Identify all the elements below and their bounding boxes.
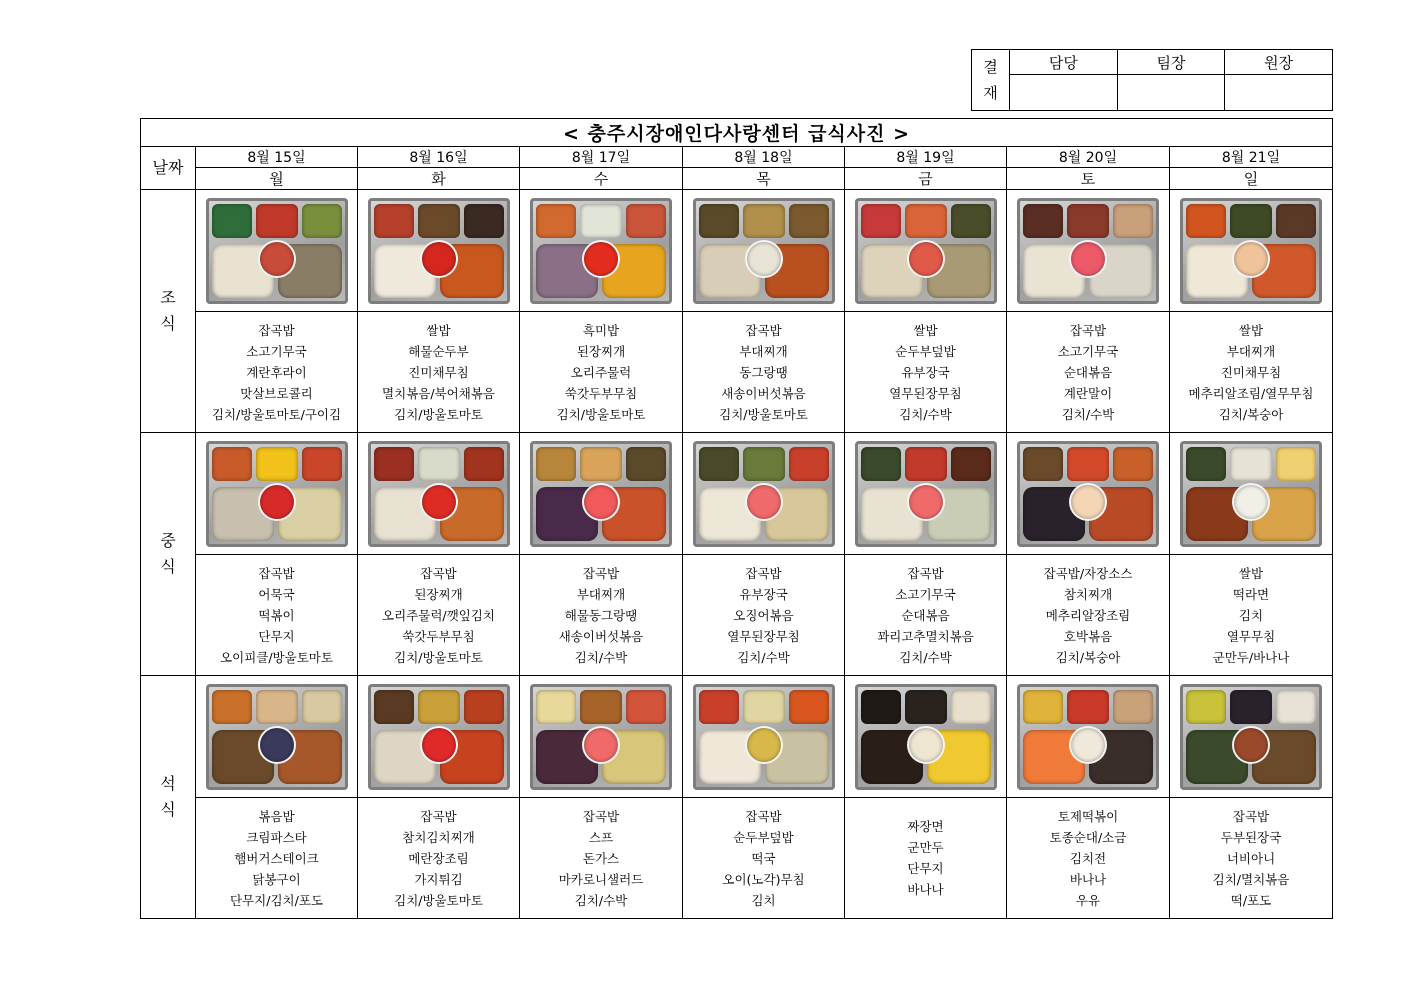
menu-item: 김치/방울토마토	[719, 406, 808, 422]
meal-photo	[530, 198, 672, 304]
tray-compartment	[374, 447, 414, 481]
menu-item: 어묵국	[258, 586, 295, 602]
tray-compartment	[1230, 447, 1272, 481]
menu-item: 김치전	[1069, 850, 1107, 866]
menu-item: 김치/방울토마토	[394, 892, 483, 908]
side-dish-bowl	[1234, 728, 1268, 762]
menu-cell	[1170, 798, 1333, 919]
menu-item: 오리주물럭/깻잎김치	[382, 607, 495, 623]
tray-compartment	[743, 204, 785, 238]
menu-item: 잡곡밥	[745, 322, 782, 338]
meal-photo	[368, 441, 510, 547]
tray-compartment	[1023, 690, 1063, 724]
menu-item: 크림파스타	[246, 829, 307, 845]
menu-item: 해물동그랑땡	[564, 607, 638, 623]
meal-label-char: 식	[160, 557, 176, 576]
menu-item: 김치/수박	[899, 406, 952, 422]
tray-compartment	[536, 204, 576, 238]
menu-item: 참치김치찌개	[402, 829, 475, 845]
tray-compartment	[951, 690, 991, 724]
menu-item: 오이피클/방울토마토	[220, 649, 333, 665]
menu-item: 우유	[1075, 892, 1101, 908]
menu-item: 김치/방울토마토	[556, 406, 646, 422]
meal-photo-cell	[1170, 676, 1333, 798]
menu-item: 메란장조림	[408, 850, 469, 866]
meal-label-char: 식	[160, 314, 176, 333]
menu-item: 된장찌개	[414, 586, 463, 602]
day-date: 8월 17일	[520, 147, 683, 168]
side-dish-bowl	[909, 485, 943, 519]
day-of-week: 월	[196, 168, 358, 190]
tray-compartment	[580, 447, 622, 481]
meal-photo	[693, 441, 835, 547]
meal-photo-cell	[196, 190, 358, 312]
meal-photo	[530, 684, 672, 790]
approval-header-charge: 담당	[1010, 50, 1118, 75]
meal-label-char: 중	[160, 531, 176, 550]
tray-compartment	[1067, 447, 1109, 481]
approval-box	[971, 49, 1333, 111]
menu-item: 쌀밥	[426, 322, 451, 338]
menu-item: 부대찌개	[1226, 343, 1276, 359]
menu-item: 군만두	[907, 840, 944, 855]
menu-item: 잡곡밥	[745, 808, 782, 824]
menu-item: 된장찌개	[576, 343, 626, 359]
tray-compartment	[212, 204, 252, 238]
menu-item: 잡곡밥	[258, 565, 295, 581]
meal-photo	[206, 441, 348, 547]
meal-photo-cell	[196, 676, 358, 798]
menu-item: 볶음밥	[258, 808, 295, 824]
menu-item: 잡곡밥/자장소스	[1043, 565, 1133, 581]
tray-compartment	[861, 204, 901, 238]
meal-photo-cell	[358, 190, 520, 312]
meal-photo	[693, 198, 835, 304]
menu-item: 꽈리고추멸치볶음	[877, 628, 974, 644]
menu-cell	[196, 555, 358, 676]
meal-photo-cell	[520, 190, 683, 312]
tray-compartment	[464, 690, 504, 724]
tray-compartment	[1230, 690, 1272, 724]
day-date: 8월 15일	[196, 147, 358, 168]
meal-photo	[855, 441, 997, 547]
tray-compartment	[580, 204, 622, 238]
menu-item: 호박볶음	[1063, 628, 1113, 644]
menu-item: 새송이버섯볶음	[558, 628, 644, 644]
menu-cell	[358, 798, 520, 919]
menu-item: 부대찌개	[739, 343, 788, 359]
menu-item: 오리주물럭	[570, 364, 632, 380]
menu-cell	[1007, 312, 1170, 433]
menu-item: 떡라면	[1232, 586, 1270, 602]
date-label: 날짜	[141, 147, 196, 190]
day-date: 8월 20일	[1007, 147, 1170, 168]
tray-compartment	[1186, 690, 1226, 724]
tray-compartment	[302, 690, 342, 724]
tray-compartment	[626, 690, 666, 724]
side-dish-bowl	[909, 242, 943, 276]
menu-item: 진미채무침	[408, 364, 469, 380]
meal-photo-cell	[1007, 676, 1170, 798]
menu-item: 김치	[1238, 607, 1264, 623]
tray-compartment	[464, 204, 504, 238]
side-dish-bowl	[747, 485, 781, 519]
side-dish-bowl	[584, 485, 618, 519]
approval-sign-team-lead	[1117, 75, 1225, 111]
side-dish-bowl	[1071, 728, 1105, 762]
tray-compartment	[256, 447, 298, 481]
meal-photo	[1017, 441, 1159, 547]
side-dish-bowl	[747, 242, 781, 276]
menu-item: 잡곡밥	[420, 565, 457, 581]
day-date: 8월 16일	[358, 147, 520, 168]
tray-compartment	[951, 447, 991, 481]
meal-label-char: 식	[160, 800, 176, 819]
tray-compartment	[626, 447, 666, 481]
meal-label-char: 조	[160, 288, 176, 307]
meal-photo-cell	[683, 433, 845, 555]
menu-item: 순두부덮밥	[733, 829, 794, 845]
approval-sign-charge	[1010, 75, 1118, 111]
side-dish-bowl	[1234, 485, 1268, 519]
meal-photo-cell	[1170, 190, 1333, 312]
menu-item: 해물순두부	[408, 343, 469, 359]
meal-photo	[1017, 198, 1159, 304]
menu-item: 김치/수박	[737, 649, 790, 665]
tray-compartment	[1023, 204, 1063, 238]
tray-compartment	[302, 204, 342, 238]
day-of-week: 금	[845, 168, 1007, 190]
meal-photo	[1180, 198, 1322, 304]
menu-item: 토제떡볶이	[1057, 808, 1119, 824]
side-dish-bowl	[260, 485, 294, 519]
side-dish-bowl	[1071, 485, 1105, 519]
menu-cell	[520, 312, 683, 433]
menu-item: 김치/복숭아	[1218, 406, 1284, 422]
tray-compartment	[1276, 690, 1316, 724]
menu-item: 흑미밥	[582, 322, 620, 338]
approval-side-char-1: 결	[983, 58, 998, 76]
tray-compartment	[699, 690, 739, 724]
tray-compartment	[789, 447, 829, 481]
menu-cell	[845, 312, 1007, 433]
menu-item: 김치/방울토마토	[394, 406, 483, 422]
tray-compartment	[536, 447, 576, 481]
menu-item: 잡곡밥	[745, 565, 782, 581]
menu-item: 참치찌개	[1063, 586, 1113, 602]
menu-item: 순두부덮밥	[895, 343, 956, 359]
tray-compartment	[1276, 204, 1316, 238]
meal-photo-cell	[683, 676, 845, 798]
menu-cell	[1007, 798, 1170, 919]
menu-cell	[520, 555, 683, 676]
tray-compartment	[743, 447, 785, 481]
meal-photo	[1180, 441, 1322, 547]
tray-compartment	[1113, 690, 1153, 724]
menu-item: 바나나	[907, 882, 944, 897]
menu-item: 쌀밥	[1238, 322, 1264, 338]
meal-photo-cell	[358, 676, 520, 798]
meal-label-breakfast	[141, 190, 196, 433]
tray-compartment	[1186, 447, 1226, 481]
meal-label-char: 석	[160, 774, 176, 793]
day-of-week: 목	[683, 168, 845, 190]
tray-compartment	[256, 204, 298, 238]
meal-photo	[1180, 684, 1322, 790]
tray-compartment	[789, 690, 829, 724]
meal-label-dinner	[141, 676, 196, 919]
meal-photo-cell	[845, 190, 1007, 312]
tray-compartment	[256, 690, 298, 724]
meal-photo-table	[140, 118, 1333, 919]
meal-photo-cell	[196, 433, 358, 555]
menu-item: 떡볶이	[258, 607, 295, 623]
menu-item: 열무된장무침	[727, 628, 800, 644]
day-date: 8월 21일	[1170, 147, 1333, 168]
menu-item: 맛살브로콜리	[240, 385, 313, 401]
tray-compartment	[536, 690, 576, 724]
approval-sign-director	[1225, 75, 1333, 111]
meal-photo-cell	[845, 676, 1007, 798]
side-dish-bowl	[909, 728, 943, 762]
day-of-week: 수	[520, 168, 683, 190]
menu-item: 소고기무국	[1057, 343, 1119, 359]
menu-item: 김치/수박	[1061, 406, 1115, 422]
day-of-week: 토	[1007, 168, 1170, 190]
menu-item: 열무무침	[1226, 628, 1276, 644]
menu-item: 돈가스	[582, 850, 620, 866]
meal-photo	[206, 198, 348, 304]
meal-photo	[855, 684, 997, 790]
menu-item: 계란후라이	[246, 364, 307, 380]
tray-compartment	[212, 690, 252, 724]
menu-cell	[1007, 555, 1170, 676]
tray-compartment	[951, 204, 991, 238]
menu-item: 잡곡밥	[582, 565, 620, 581]
tray-compartment	[1067, 690, 1109, 724]
meal-photo-cell	[683, 190, 845, 312]
tray-compartment	[1276, 447, 1316, 481]
menu-cell	[845, 798, 1007, 919]
day-of-week: 일	[1170, 168, 1333, 190]
menu-item: 단무지	[907, 861, 944, 876]
tray-compartment	[699, 447, 739, 481]
tray-compartment	[905, 447, 947, 481]
menu-item: 군만두/바나나	[1212, 649, 1290, 665]
tray-compartment	[743, 690, 785, 724]
tray-compartment	[1023, 447, 1063, 481]
tray-compartment	[464, 447, 504, 481]
meal-photo-cell	[1007, 433, 1170, 555]
menu-item: 동그랑땡	[739, 364, 788, 380]
menu-item: 두부된장국	[1220, 829, 1282, 845]
menu-item: 김치	[751, 892, 776, 908]
menu-item: 떡국	[751, 850, 776, 866]
menu-item: 김치/방울토마토/구이김	[211, 406, 342, 422]
tray-compartment	[302, 447, 342, 481]
tray-compartment	[905, 690, 947, 724]
meal-photo-cell	[1170, 433, 1333, 555]
menu-item: 햄버거스테이크	[234, 850, 319, 866]
tray-compartment	[212, 447, 252, 481]
menu-item: 잡곡밥	[420, 808, 457, 824]
meal-photo-cell	[520, 676, 683, 798]
menu-item: 순대볶음	[1063, 364, 1113, 380]
side-dish-bowl	[422, 485, 456, 519]
tray-compartment	[418, 690, 460, 724]
menu-item: 바나나	[1069, 871, 1107, 887]
menu-item: 메추리알장조림	[1045, 607, 1131, 623]
tray-compartment	[1067, 204, 1109, 238]
menu-cell	[1170, 555, 1333, 676]
approval-header-team-lead: 팀장	[1117, 50, 1225, 75]
side-dish-bowl	[584, 728, 618, 762]
menu-item: 쑥갓두부무침	[564, 385, 638, 401]
day-date: 8월 18일	[683, 147, 845, 168]
menu-item: 잡곡밥	[258, 322, 295, 338]
menu-item: 너비아니	[1226, 850, 1276, 866]
meal-photo	[1017, 684, 1159, 790]
tray-compartment	[699, 204, 739, 238]
menu-item: 김치/방울토마토	[394, 649, 483, 665]
menu-item: 스프	[588, 829, 614, 845]
menu-cell	[358, 555, 520, 676]
menu-cell	[520, 798, 683, 919]
side-dish-bowl	[422, 728, 456, 762]
menu-item: 토종순대/소금	[1049, 829, 1127, 845]
menu-item: 잡곡밥	[907, 565, 944, 581]
menu-item: 메추리알조림/열무무침	[1188, 385, 1314, 401]
menu-item: 오이(노각)무침	[722, 871, 805, 887]
meal-photo	[530, 441, 672, 547]
menu-item: 떡/포도	[1230, 892, 1272, 908]
tray-compartment	[418, 204, 460, 238]
meal-photo	[368, 684, 510, 790]
menu-item: 닭봉구이	[252, 871, 301, 887]
tray-compartment	[580, 690, 622, 724]
menu-item: 진미채무침	[1220, 364, 1282, 380]
side-dish-bowl	[747, 728, 781, 762]
side-dish-bowl	[1234, 242, 1268, 276]
tray-compartment	[789, 204, 829, 238]
tray-compartment	[1113, 447, 1153, 481]
menu-item: 소고기무국	[895, 586, 956, 602]
menu-cell	[196, 312, 358, 433]
approval-header-director: 원장	[1225, 50, 1333, 75]
menu-item: 유부장국	[739, 586, 788, 602]
side-dish-bowl	[422, 242, 456, 276]
menu-cell	[1170, 312, 1333, 433]
menu-item: 멸치볶음/북어채볶음	[382, 385, 495, 401]
menu-cell	[683, 312, 845, 433]
menu-cell	[683, 555, 845, 676]
tray-compartment	[861, 447, 901, 481]
menu-item: 마카로니샐러드	[558, 871, 644, 887]
menu-item: 잡곡밥	[1069, 322, 1107, 338]
tray-compartment	[418, 447, 460, 481]
menu-item: 잡곡밥	[1232, 808, 1270, 824]
approval-side-label	[972, 50, 1010, 111]
menu-item: 소고기무국	[246, 343, 307, 359]
day-date: 8월 19일	[845, 147, 1007, 168]
meal-photo	[855, 198, 997, 304]
tray-compartment	[374, 690, 414, 724]
menu-item: 열무된장무침	[889, 385, 962, 401]
day-of-week: 화	[358, 168, 520, 190]
menu-item: 김치/수박	[574, 892, 628, 908]
menu-item: 짜장면	[907, 819, 944, 834]
menu-item: 김치/복숭아	[1055, 649, 1121, 665]
meal-photo-cell	[520, 433, 683, 555]
menu-item: 새송이버섯볶음	[721, 385, 806, 401]
menu-cell	[683, 798, 845, 919]
menu-item: 가지튀김	[414, 871, 463, 887]
menu-item: 단무지	[258, 628, 295, 644]
approval-side-char-2: 재	[983, 84, 998, 102]
menu-item: 김치/수박	[574, 649, 628, 665]
menu-cell	[358, 312, 520, 433]
tray-compartment	[1113, 204, 1153, 238]
page-title: < 충주시장애인다사랑센터 급식사진 >	[141, 119, 1333, 147]
tray-compartment	[626, 204, 666, 238]
menu-item: 잡곡밥	[582, 808, 620, 824]
side-dish-bowl	[1071, 242, 1105, 276]
side-dish-bowl	[584, 242, 618, 276]
tray-compartment	[1230, 204, 1272, 238]
menu-item: 오징어볶음	[733, 607, 794, 623]
tray-compartment	[905, 204, 947, 238]
meal-photo-cell	[1007, 190, 1170, 312]
side-dish-bowl	[260, 242, 294, 276]
menu-item: 김치/멸치볶음	[1212, 871, 1290, 887]
menu-item: 쌀밥	[1238, 565, 1264, 581]
menu-item: 김치/수박	[899, 649, 952, 665]
menu-item: 유부장국	[901, 364, 950, 380]
menu-item: 쑥갓두부무침	[402, 628, 475, 644]
menu-item: 순대볶음	[901, 607, 950, 623]
menu-cell	[196, 798, 358, 919]
tray-compartment	[861, 690, 901, 724]
meal-photo-cell	[845, 433, 1007, 555]
menu-item: 단무지/김치/포도	[230, 892, 323, 908]
menu-cell	[845, 555, 1007, 676]
meal-label-lunch	[141, 433, 196, 676]
meal-photo-cell	[358, 433, 520, 555]
meal-photo	[368, 198, 510, 304]
side-dish-bowl	[260, 728, 294, 762]
tray-compartment	[374, 204, 414, 238]
meal-photo	[693, 684, 835, 790]
menu-item: 쌀밥	[913, 322, 938, 338]
tray-compartment	[1186, 204, 1226, 238]
menu-item: 계란말이	[1063, 385, 1113, 401]
meal-photo	[206, 684, 348, 790]
menu-item: 부대찌개	[576, 586, 626, 602]
